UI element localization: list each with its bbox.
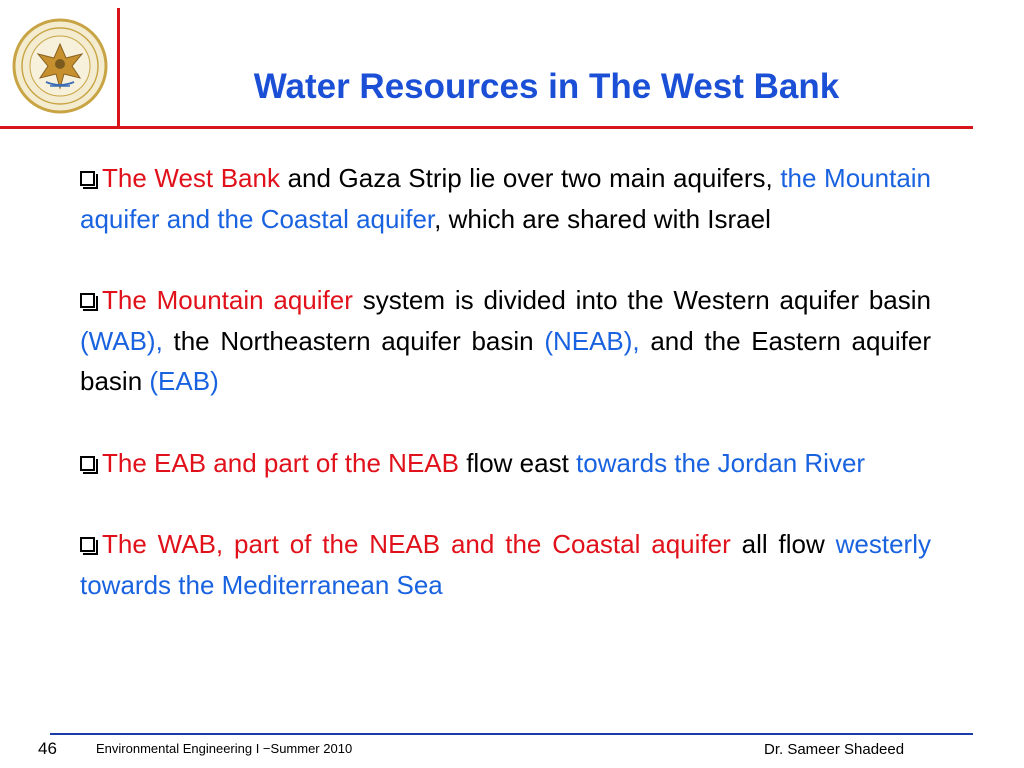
bullet-text-segment: The EAB and part of the NEAB	[102, 447, 459, 478]
bullet-text-segment: (EAB)	[149, 366, 219, 396]
bullet-item	[80, 280, 931, 402]
bullet-text-segment: and the Eastern aquifer basin	[80, 325, 931, 396]
header-horizontal-rule	[0, 126, 973, 129]
bullet-text-segment: The WAB, part of the NEAB and the Coastal aquifer	[102, 529, 731, 559]
bullet-text-segment: the Mountain aquifer and the Coastal aquifer	[80, 163, 932, 234]
bullet-text-segment: (NEAB),	[544, 325, 640, 356]
bullet-text-segment: , which are shared with Israel	[434, 203, 771, 234]
footer-rule	[50, 733, 973, 735]
bullet-item	[80, 524, 931, 605]
course-name: Environmental Engineering I −Summer 2010	[96, 741, 353, 756]
bullet-text-segment: The West Bank	[102, 163, 280, 193]
bullet-text-segment: and Gaza Strip lie over two main aquifers,	[279, 163, 781, 193]
bullet-item	[80, 158, 931, 239]
checkbox-bullet-icon	[80, 537, 95, 552]
bullet-text-segment: westerly towards the Mediterranean Sea	[80, 529, 931, 600]
bullet-text-segment: flow east	[458, 447, 577, 478]
university-seal-icon	[10, 14, 110, 118]
bullet-item	[80, 443, 931, 484]
slide-title: Water Resources in The West Bank	[253, 67, 840, 106]
page-number: 46	[38, 739, 57, 758]
checkbox-bullet-icon	[80, 293, 95, 308]
bullet-text-segment: towards the Jordan River	[576, 447, 866, 478]
bullet-text-segment: The Mountain aquifer	[102, 285, 353, 315]
bullet-text-segment: system is divided into the Western aquifer basin	[352, 285, 931, 315]
checkbox-bullet-icon	[80, 171, 95, 186]
bullet-text-segment: all flow	[730, 529, 836, 559]
checkbox-bullet-icon	[80, 456, 95, 471]
bullet-text-segment: the Northeastern aquifer basin	[162, 325, 545, 356]
author-name: Dr. Sameer Shadeed	[764, 741, 905, 758]
bullet-text-segment: (WAB),	[80, 325, 163, 356]
bullet-list	[80, 158, 931, 646]
